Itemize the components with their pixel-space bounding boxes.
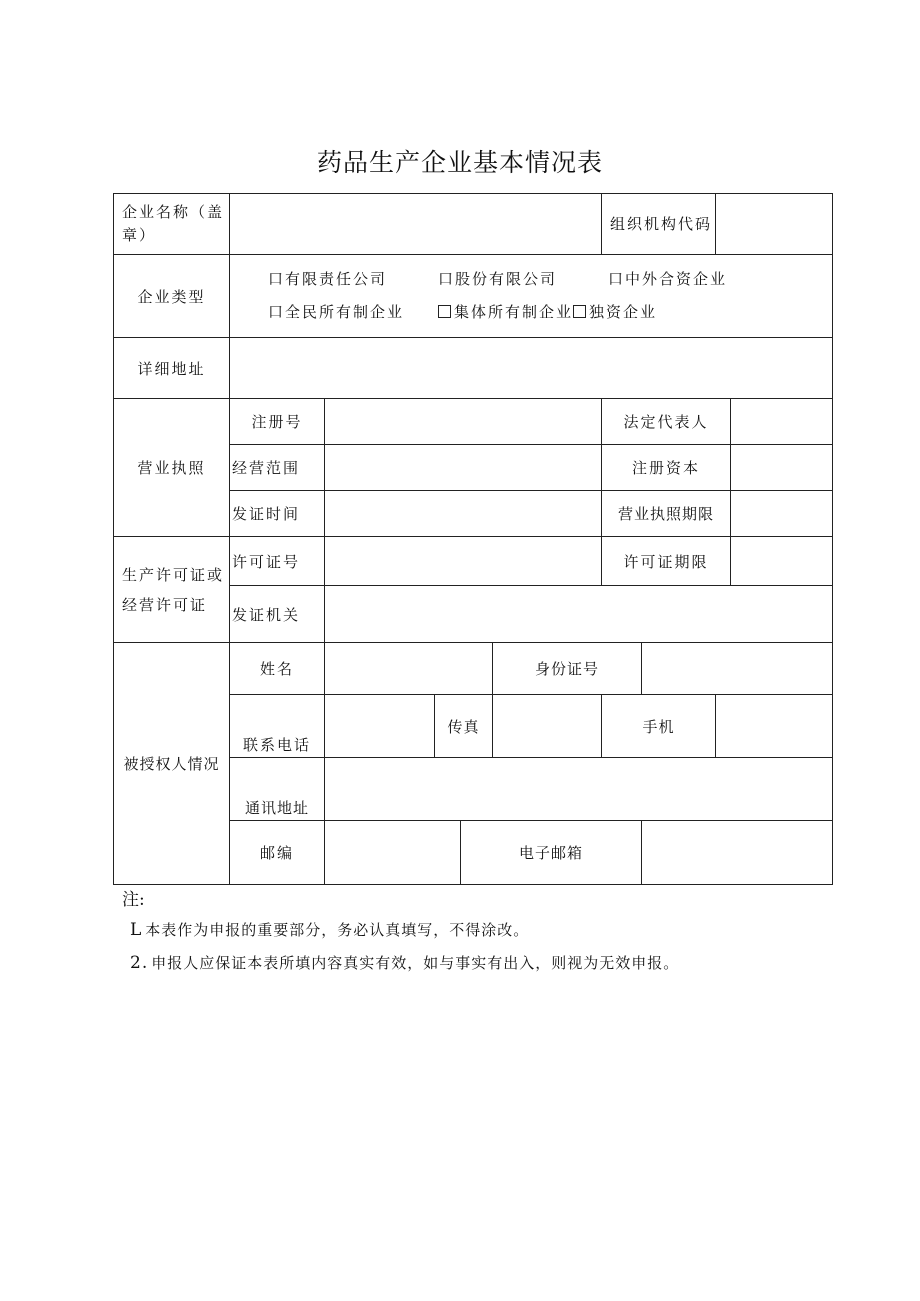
mobile-label: 手机 [602,695,716,758]
checkbox-icon[interactable] [438,305,451,318]
note-number: L [130,920,143,940]
issue-date-label: 发证时间 [230,491,325,537]
phone-field[interactable] [325,695,435,758]
postcode-field[interactable] [325,821,461,885]
fax-field[interactable] [493,695,602,758]
fax-label: 传真 [435,695,493,758]
type-option-collective: 集体所有制企业 [454,303,574,321]
notes-section [122,886,822,980]
email-field[interactable] [642,821,833,885]
note-text: 申报人应保证本表所填内容真实有效，如与事实有出入，则视为无效申报。 [151,954,680,972]
authorized-person-label: 被授权人情况 [114,643,230,885]
issuing-authority-label: 发证机关 [230,586,325,643]
note-number: 2. [130,953,149,973]
reg-capital-field[interactable] [731,445,833,491]
issuing-authority-field[interactable] [325,586,833,643]
license-term-label: 营业执照期限 [602,491,731,537]
postcode-label: 邮编 [230,821,325,885]
type-option-sole-wrap[interactable] [573,296,657,329]
type-option-sino-foreign[interactable]: 口中外合资企业 [608,270,728,288]
type-option-collective-wrap[interactable] [438,296,573,329]
notes-heading: 注: [122,890,145,910]
enterprise-info-table [113,193,833,885]
company-type-options [230,255,833,338]
address-label: 详细地址 [114,338,230,399]
legal-rep-label: 法定代表人 [602,399,731,445]
type-option-sole-proprietorship: 独资企业 [589,303,658,321]
checkbox-icon[interactable] [573,305,586,318]
permit-no-label: 许可证号 [230,537,325,586]
id-no-label: 身份证号 [493,643,642,695]
page-title: 药品生产企业基本情况表 [316,148,603,177]
type-option-joint-stock[interactable]: 口股份有限公司 [438,270,558,288]
name-label: 姓名 [230,643,325,695]
address-field[interactable] [230,338,833,399]
type-option-limited-liability[interactable]: 口有限责任公司 [268,270,388,288]
email-label: 电子邮箱 [461,821,642,885]
permit-label: 生产许可证或经营许可证 [114,537,230,643]
company-type-label: 企业类型 [114,255,230,338]
business-license-label: 营业执照 [114,399,230,537]
reg-no-label: 注册号 [230,399,325,445]
issue-date-field[interactable] [325,491,602,537]
scope-label: 经营范围 [230,445,325,491]
org-code-field[interactable] [716,194,833,255]
org-code-label: 组织机构代码 [602,194,716,255]
permit-term-field[interactable] [731,537,833,586]
note-item [122,914,822,947]
note-text: 本表作为申报的重要部分，务必认真填写，不得涂改。 [145,921,530,939]
phone-label: 联系电话 [230,695,325,758]
scope-field[interactable] [325,445,602,491]
mail-address-field[interactable] [325,758,833,821]
mobile-field[interactable] [716,695,833,758]
id-no-field[interactable] [642,643,833,695]
company-name-label: 企业名称（盖章） [114,194,230,255]
permit-no-field[interactable] [325,537,602,586]
reg-no-field[interactable] [325,399,602,445]
reg-capital-label: 注册资本 [602,445,731,491]
name-field[interactable] [325,643,493,695]
legal-rep-field[interactable] [731,399,833,445]
license-term-field[interactable] [731,491,833,537]
mail-address-label: 通讯地址 [230,758,325,821]
company-name-field[interactable] [230,194,602,255]
permit-term-label: 许可证期限 [602,537,731,586]
note-item [122,947,822,980]
type-option-state-owned[interactable]: 口全民所有制企业 [268,303,405,321]
